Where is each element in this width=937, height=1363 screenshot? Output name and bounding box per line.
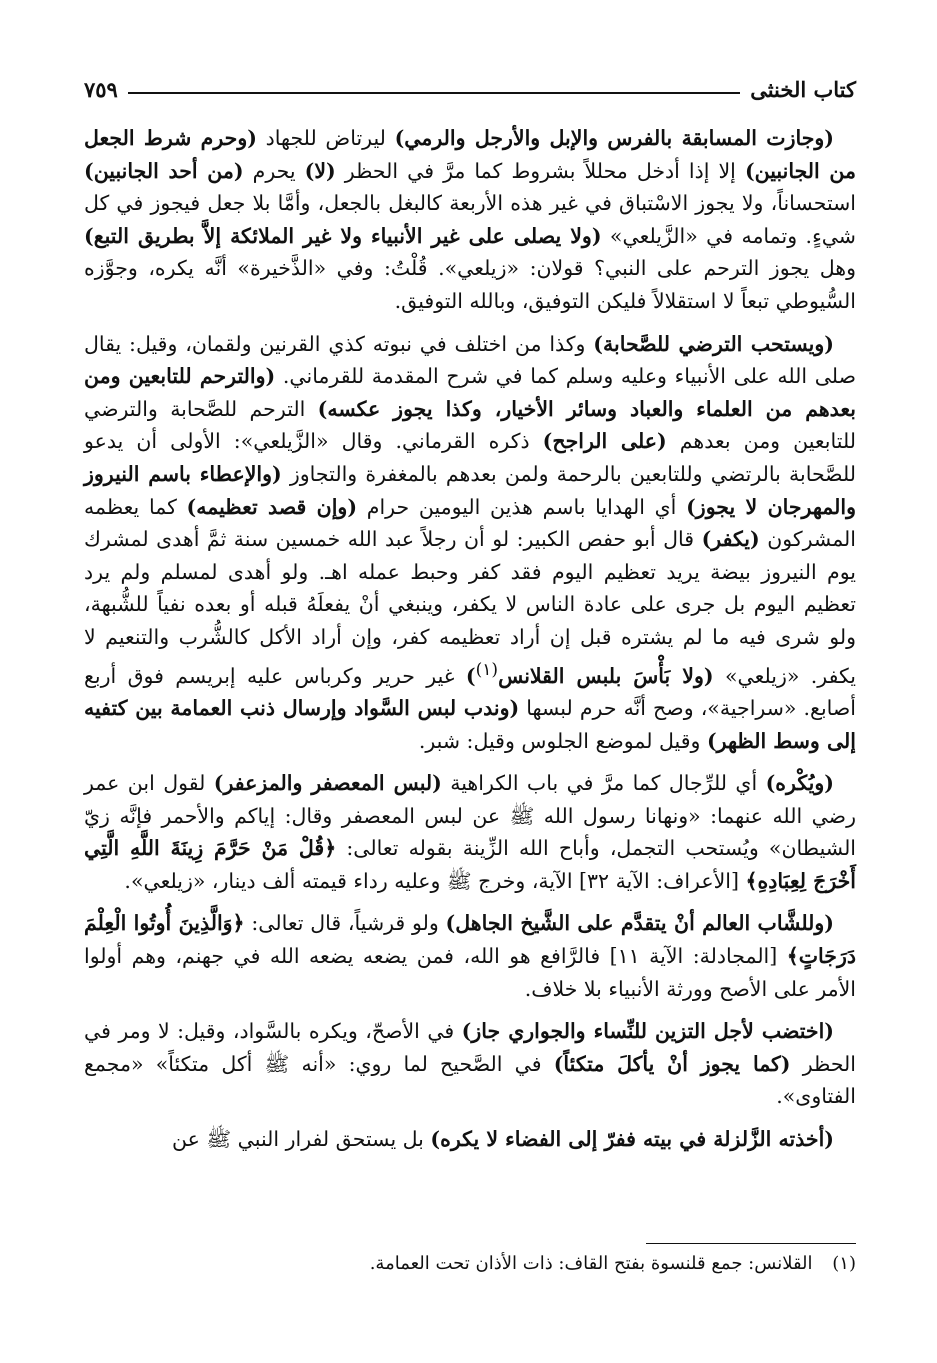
body-paragraph [84,907,856,1005]
footnote-ref: (١) [475,659,499,680]
sharh-text: إلا إذا أدخل محللاً بشروط كما مرَّ في الحظر [335,158,745,183]
body-paragraph [84,1123,856,1156]
matn-text: (ويُكْره) [765,771,834,796]
sharh-text: وكذا من اختلف في نبوته كذي القرنين ولقمان، وقيل: يقال صلى الله على الأنبياء وعليه وسلم كما في شرح المقدمة للقرماني. [84,331,856,389]
sharh-text: وهل يجوز الترحم على النبي؟ قولان: «زيلعي». قُلْتُ: وفي «الذَّخيرة» أنَّه يكره، وجوَّزه السُّيوطي تبعاً لا استقلالاً فليكن التوفيق، وبالله التوفيق. [84,256,856,313]
matn-text: (يكفر) [701,527,760,552]
matn-text: (لبس المعصفر والمزعفر) [213,771,442,796]
matn-text: (وإن قصد تعظيمه) [186,494,358,519]
sharh-text: أي للرِّجال كما مرَّ في باب الكراهية [441,771,766,796]
sharh-text: ذكره القرماني. وقال «الزَّيلعي»: الأولى أن يدعو للصَّحابة بالرتضي وللتابعين بالرحمة ولمن بعدهم بالمغفرة والتجاوز [84,429,856,486]
matn-text: (والترحم للتابعين ومن بعدهم من العلماء والعباد وسائر الأخيار، وكذا يجوز عكسه) [84,364,857,421]
matn-text: ﴿قُلْ مَنْ حَرَّمَ زِينَةَ اللَّهِ الَّتِي أَخْرَجَ لِعِبَادِهِ﴾ [84,836,856,893]
footnote [84,1252,856,1276]
sharh-text: بل يستحق لفرار النبي ﷺ عن [172,1127,431,1152]
footnote-separator [646,1243,856,1244]
page-body [84,122,856,1166]
matn-text: (وجازت المسابقة بالفرس والإبل والأرجل والرمي) [394,126,834,150]
matn-text: (كما يجوز أنْ يأكلَ متكئاً) [553,1051,791,1076]
matn-text: (ويستحب الترضي للصَّحابة) [593,331,834,356]
sharh-text: غير حرير وكرباس عليه إبريسم فوق أربع أصابع. «سراجية»، وصح أنَّه حرم لبسها [84,663,856,720]
body-paragraph [84,1015,856,1113]
sharh-text: الترحم للصَّحابة والترضي للتابعين ومن بعدهم [84,396,856,454]
matn-text: (وحرم شرط الجعل من الجانبين) [84,126,857,183]
footnote-text: القلانس: جمع قلنسوة بفتح القاف: ذات الأذان تحت العمامة. [369,1253,813,1274]
matn-text: (على الراجح) [542,429,667,454]
body-paragraph [84,767,856,897]
sharh-text: قال أبو حفص الكبير: لو أن رجلاً عبد الله خمسين سنة ثمَّ أهدى لمشرك يوم النيروز بيضة يريد تعظيم اليوم فقد كفر وحبط عمله اهـ. ولو أهدى لمسلم ولم يرد تعظيم اليوم بل جرى على عادة الناس لا يكفر، وينبغي أنْ يفعلَهُ قبله أو بعده نفياً للشُّبهة، ولو شرى فيه ما لم يشتره قبل إن أراد تعظيمه كفر، وإن أراد الأكل كالشُّرب والتنعيم لا يكفر. «زيلعي» [84,527,856,688]
book-page [84,60,856,1300]
page-header [84,72,856,102]
footnote-number: (١) [832,1253,856,1274]
body-paragraph [84,328,856,758]
sharh-text: يحرم [243,158,305,183]
matn-text: (وللشَّاب العالم أنْ يتقدَّم على الشَّيخ الجاهل) [445,911,834,936]
matn-text: (ولا بَأْسَ بلبس القلانس [498,663,714,688]
header-rule [128,92,740,94]
matn-text: (أخذته الزَّلزلة في بيته ففرّ إلى الفضاء لا يكره) [430,1127,834,1152]
matn-text: ) [465,663,476,688]
sharh-text: في الأصحّ، ويكره بالسَّواد، وقيل: لا ومر في الحظر [84,1019,857,1076]
sharh-text: لقول ابن عمر رضي الله عنهما: «ونهانا رسول الله ﷺ عن لبس المعصفر وقال: إياكم والأحمر فإنَّه زيّ الشيطان» ويُستحب التجمل، وأباح الله الزِّينة بقوله تعالى: [84,771,857,861]
chapter-title: كتاب الخنثى [750,77,856,102]
sharh-text: وقيل لموضع الجلوس وقيل: شبر. [418,728,707,753]
sharh-text: [المجادلة: الآية ١١] فالرَّافع هو الله، فمن يضعه يضعه الله في جهنم، وهم أولوا الأمر على الأصح وورثة الأنبياء بلا خلاف. [84,944,856,1001]
sharh-text: [الأعراف: الآية ٣٢] الآية، وخرج ﷺ وعليه رداء قيمته ألف دينار، «زيلعي». [124,868,746,893]
sharh-text: ولو قرشياً، قال تعالى: [244,911,446,936]
sharh-text: أي الهدايا باسم هذين اليومين حرام [357,494,687,519]
sharh-text: كما يعظمه المشركون [84,494,856,552]
body-paragraph [84,122,856,318]
sharh-text: استحساناً، ولا يجوز الاسْتباق في غير هذه الأربعة كالبغل بالجعل، وأمَّا بلا جعل فيجوز في كل شيءٍ. وتمامه في «الزَّيلعي» [84,191,856,248]
matn-text: (لا) [304,158,336,183]
matn-text: (والإعطاء باسم النيروز والمهرجان لا يجوز) [84,461,857,519]
matn-text: (وندب لبس السَّواد وإرسال ذنب العمامة بين كتفيه إلى وسط الظهر) [84,695,856,753]
matn-text: ﴿وَالَّذِينَ أُوتُوا الْعِلْمَ دَرَجَاتٍ﴾ [84,911,856,969]
sharh-text: ليرتاض للجهاد [256,126,395,150]
matn-text: (اختضب لأجل التزين للنِّساء والجواري جاز) [461,1019,834,1044]
matn-text: (من أحد الجانبين) [84,158,244,183]
sharh-text: في الصَّحيح لما روي: «أنه ﷺ أكل متكئاً» «مجمع الفتاوى». [84,1051,856,1109]
matn-text: (ولا يصلى على غير الأنبياء ولا غير الملائكة إلاَّ بطريق التبع) [84,223,602,248]
page-number: ٧٥٩ [84,77,118,102]
